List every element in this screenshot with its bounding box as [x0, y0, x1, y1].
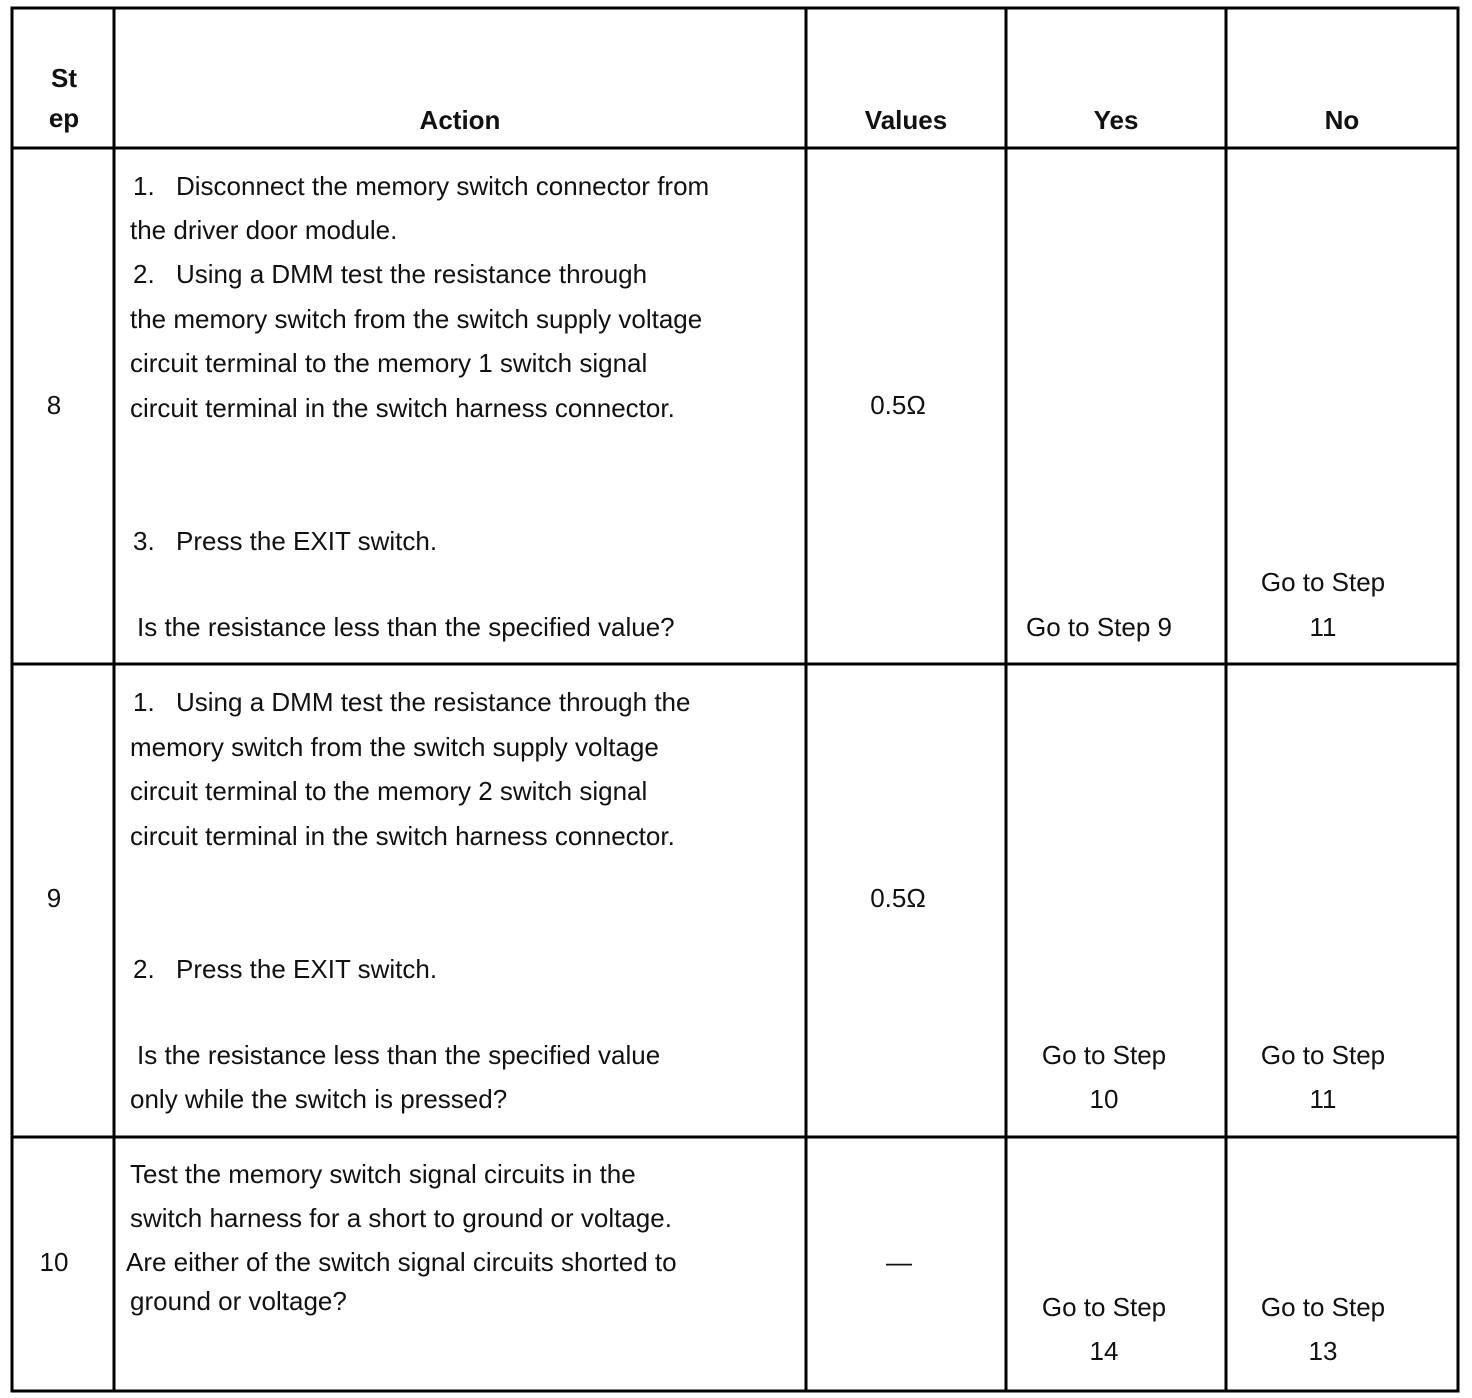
action-line: ground or voltage?	[130, 1286, 347, 1316]
yes-cell: 14	[1089, 1336, 1119, 1366]
header-values: Values	[864, 105, 948, 135]
action-line: circuit terminal in the switch harness connector.	[130, 821, 675, 851]
action-item	[130, 519, 437, 563]
action-line: circuit terminal to the memory 2 switch signal	[130, 776, 648, 806]
action-line: Are either of the switch signal circuits shorted to	[126, 1247, 677, 1277]
action-question: Is the resistance less than the specified value?	[137, 612, 675, 642]
action-question: Is the resistance less than the specified value	[137, 1040, 661, 1070]
action-item	[130, 164, 709, 208]
step-number: 10	[39, 1247, 69, 1277]
item-number: 1.	[133, 687, 155, 717]
item-text: Using a DMM test the resistance through	[176, 259, 648, 289]
step-number: 8	[46, 390, 62, 420]
action-item	[130, 680, 690, 724]
action-line: switch harness for a short to ground or voltage.	[130, 1203, 672, 1233]
header-step: St ep	[48, 63, 80, 133]
no-cell: 11	[1309, 612, 1337, 642]
value-cell: 0.5Ω	[870, 390, 926, 420]
action-line: the memory switch from the switch supply voltage	[130, 304, 703, 334]
header-action: Action	[419, 105, 501, 135]
item-text: Press the EXIT switch.	[176, 954, 438, 984]
no-cell: Go to Step	[1260, 1040, 1386, 1070]
item-number: 3.	[133, 526, 155, 556]
action-question: only while the switch is pressed?	[130, 1084, 508, 1114]
action-line: the driver door module.	[130, 215, 398, 245]
yes-cell: Go to Step	[1041, 1040, 1167, 1070]
value-cell: 0.5Ω	[870, 883, 926, 913]
no-cell: 11	[1309, 1084, 1337, 1114]
item-text: Using a DMM test the resistance through the	[176, 687, 691, 717]
action-line: memory switch from the switch supply voltage	[130, 732, 659, 762]
item-number: 2.	[133, 954, 155, 984]
action-line: circuit terminal in the switch harness connector.	[130, 393, 675, 423]
yes-cell: Go to Step 9	[1026, 612, 1172, 642]
action-item	[130, 252, 647, 296]
item-number: 1.	[133, 171, 155, 201]
header-no: No	[1324, 105, 1360, 135]
action-line: Test the memory switch signal circuits in the	[130, 1159, 636, 1189]
value-cell: —	[886, 1247, 912, 1277]
step-number: 9	[46, 883, 62, 913]
item-text: Disconnect the memory switch connector from	[176, 171, 710, 201]
no-cell: Go to Step	[1260, 1292, 1386, 1322]
no-cell: Go to Step	[1260, 567, 1386, 597]
no-cell: 13	[1308, 1336, 1338, 1366]
item-text: Press the EXIT switch.	[176, 526, 438, 556]
yes-cell: 10	[1089, 1084, 1119, 1114]
header-yes: Yes	[1093, 105, 1139, 135]
action-line: circuit terminal to the memory 1 switch signal	[130, 348, 648, 378]
yes-cell: Go to Step	[1041, 1292, 1167, 1322]
item-number: 2.	[133, 259, 155, 289]
action-item	[130, 947, 437, 991]
